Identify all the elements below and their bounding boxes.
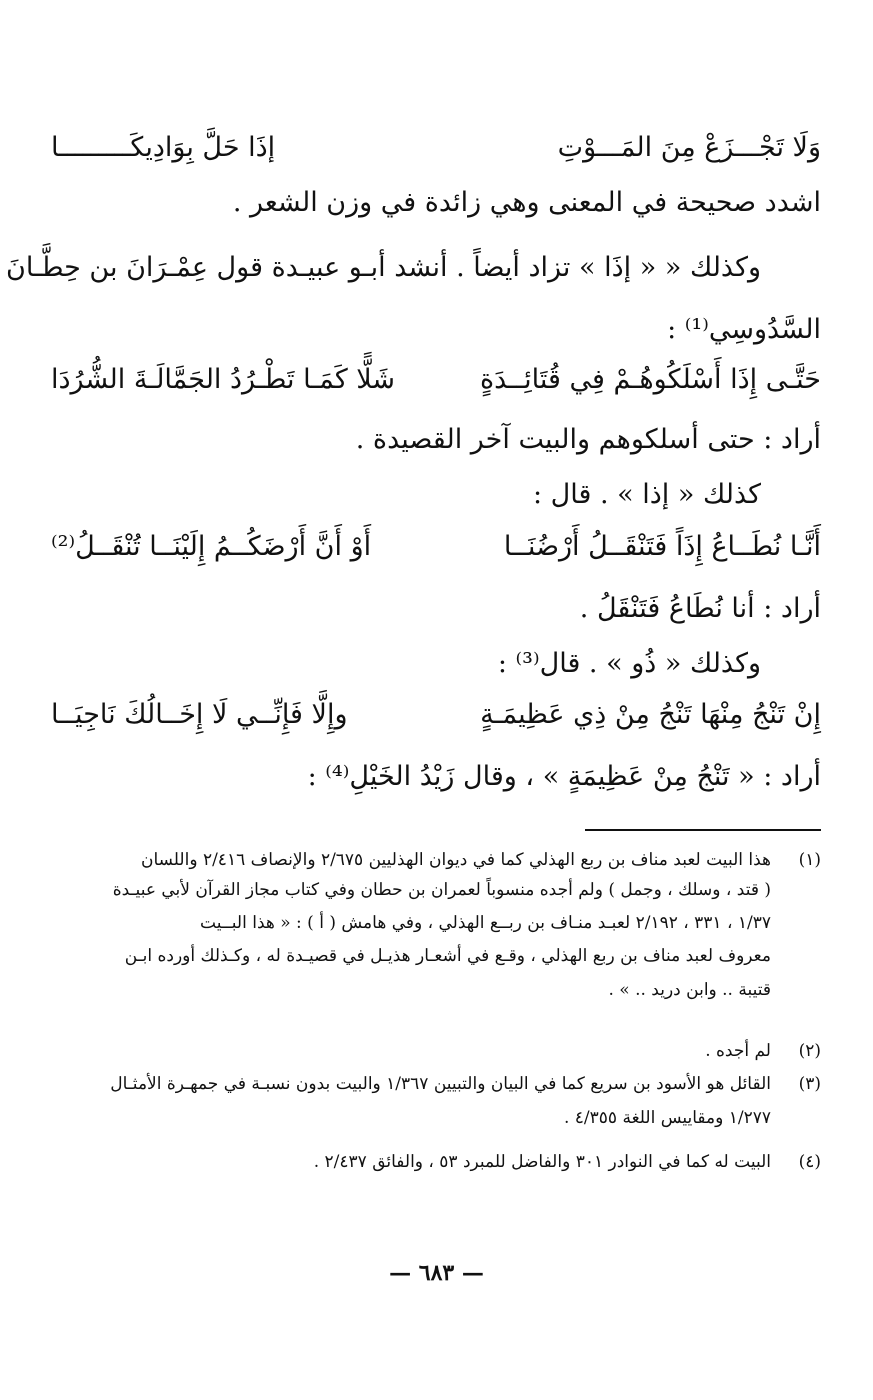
verse-1 [51, 128, 821, 168]
text-line-6: أراد : أنا نُطَاعُ فَتَنْقَلُ . [579, 593, 821, 624]
verse-3-first-hemistich: أَنَّـا نُطَــاعُ إِذَاً فَتَنْقَــلُ أَرْضُنَــا [503, 531, 821, 562]
footnote-number: (٤) [798, 1152, 821, 1172]
verse-2-second-hemistich: شَلًّا كَمَـا تَطْـرُدُ الجَمَّالَـةَ الشُّرُدَا [51, 364, 395, 395]
footnote-4 [51, 1150, 821, 1174]
footnote-number: (٢) [798, 1041, 821, 1061]
text-line-7: وكذلك « ذُو » . قال⁽³⁾ : [497, 648, 761, 679]
text-line-2: وكذلك « « إذَا » تزاد أيضاً . أنشد أبـو عبيـدة قول عِمْـرَانَ بن حِطَّـانَ [6, 252, 761, 283]
footnote-number: (٣) [798, 1074, 821, 1094]
footnote-line: القائل هو الأسود بن سريع كما في البيان والتبيين ١/٣٦٧ والبيت بدون نسبـة في جمهـرة الأمثـال [110, 1074, 771, 1094]
verse-4 [51, 695, 821, 735]
verse-2-first-hemistich: حَتَّـى إِذَا أَسْلَكُوهُـمْ فِي قُتَائِــدَةٍ [480, 364, 821, 395]
verse-3-second-hemistich: أَوْ أَنَّ أَرْضَكُــمُ إِلَيْنَــا تُنْقَــلُ⁽²⁾ [51, 531, 372, 562]
footnote-line: ١/٢٧٧ ومقاييس اللغة ٤/٣٥٥ . [563, 1108, 771, 1128]
footnote-line: ( قتد ، وسلك ، وجمل ) ولم أجده منسوباً لعمران بن حطان وفي كتاب مجاز القرآن لأبي عبيـدة [112, 880, 771, 900]
verse-1-second-hemistich: إذَا حَلَّ بِوَادِيكَـــــــــا [51, 132, 276, 163]
text-line-4: أراد : حتى أسلكوهم والبيت آخر القصيدة . [355, 424, 821, 455]
footnote-separator [585, 829, 821, 831]
footnote-line: لم أجده . [705, 1041, 771, 1061]
text-line-3: السَّدُوسِي⁽¹⁾ : [667, 314, 821, 345]
footnote-line: معروف لعبد مناف بن ربع الهذلي ، وقـع في أشعـار هذيـل في قصيـدة له ، وكـذلك أورده ابـن [124, 946, 771, 966]
verse-4-first-hemistich: إِنْ تَنْجُ مِنْهَا تَنْجُ مِنْ ذِي عَظِيمَـةٍ [480, 699, 821, 730]
page-number: — ٦٨٣ — [389, 1260, 484, 1286]
verse-4-second-hemistich: وإِلَّا فَإِنِّــي لَا إِخَــالُكَ نَاجِيَــا [51, 699, 348, 730]
footnote-2 [51, 1039, 821, 1063]
text-line-8: أراد : « تَنْجُ مِنْ عَظِيمَةٍ » ، وقال زَيْدُ الخَيْلِ⁽⁴⁾ : [307, 761, 821, 792]
footnote-line: هذا البيت لعبد مناف بن ربع الهذلي كما في ديوان الهذليين ٢/٦٧٥ والإنصاف ٢/٤١٦ واللسان [140, 850, 771, 870]
footnote-line: البيت له كما في النوادر ٣٠١ والفاضل للمبرد ٥٣ ، والفائق ٢/٤٣٧ . [313, 1152, 771, 1172]
footnote-3 [51, 1072, 821, 1132]
footnote-line: قتيبة .. وابن دريد .. » . [608, 980, 771, 1000]
verse-1-first-hemistich: وَلَا تَجْـــزَعْ مِنَ المَـــوْتِ [557, 132, 821, 163]
text-line-5: كذلك « إذا » . قال : [533, 479, 761, 510]
text-line-1: اشدد صحيحة في المعنى وهي زائدة في وزن الشعر . [232, 187, 821, 218]
verse-2 [51, 360, 821, 400]
footnote-1 [51, 848, 821, 1000]
footnote-number: (١) [798, 850, 821, 870]
verse-3 [51, 527, 821, 567]
footnote-line: ١/٣٧ ، ٣٣١ ، ٢/١٩٢ لعبـد منـاف بن ربــع الهذلي ، وفي هامش ( أ ) : « هذا البــيت [200, 913, 771, 933]
